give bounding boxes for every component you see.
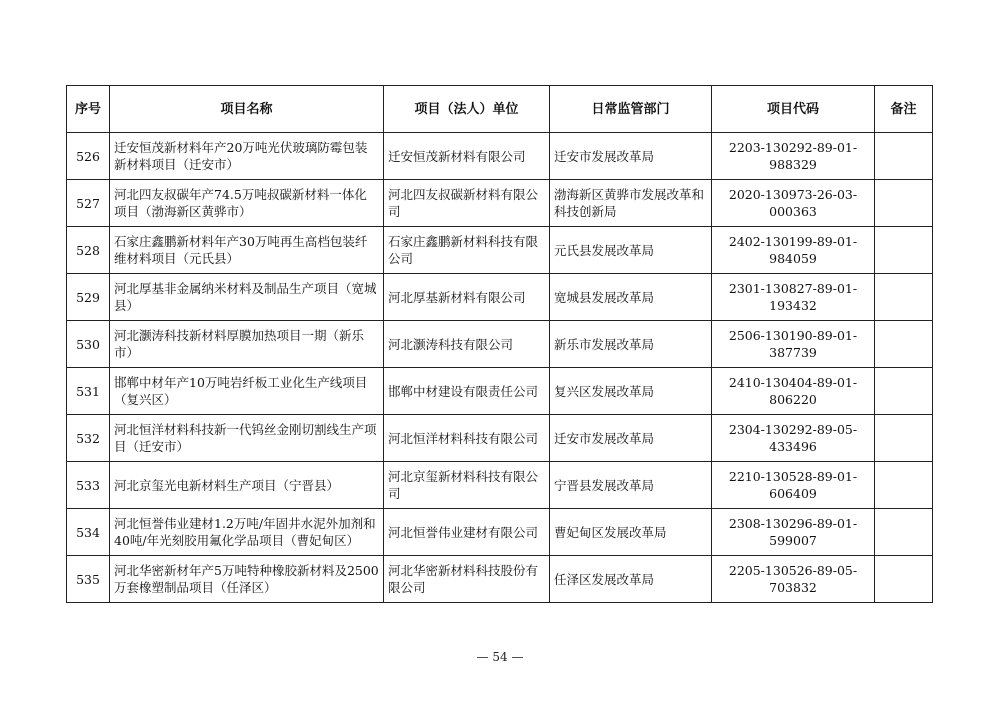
cell-project-unit: 河北京玺新材料科技有限公司 [384,462,550,509]
table-row [67,321,933,368]
header-project-name: 项目名称 [110,86,384,133]
cell-project-unit: 石家庄鑫鹏新材料科技有限公司 [384,227,550,274]
cell-project-name: 迁安恒茂新材料年产20万吨光伏玻璃防霉包装新材料项目（迁安市） [110,133,384,180]
cell-seq: 526 [67,133,110,180]
cell-project-name: 邯郸中材年产10万吨岩纤板工业化生产线项目（复兴区） [110,368,384,415]
cell-project-name: 河北四友叔碳年产74.5万吨叔碳新材料一体化项目（渤海新区黄骅市） [110,180,384,227]
cell-remark [875,274,933,321]
cell-remark [875,321,933,368]
cell-project-code: 2020-130973-26-03-000363 [712,180,875,227]
cell-remark [875,509,933,556]
cell-remark [875,462,933,509]
cell-supervision-dept: 迁安市发展改革局 [550,415,712,462]
cell-project-code: 2402-130199-89-01-984059 [712,227,875,274]
cell-remark [875,180,933,227]
cell-supervision-dept: 宽城县发展改革局 [550,274,712,321]
cell-supervision-dept: 新乐市发展改革局 [550,321,712,368]
cell-project-code: 2301-130827-89-01-193432 [712,274,875,321]
header-remark: 备注 [875,86,933,133]
table-row [67,368,933,415]
cell-project-unit: 邯郸中材建设有限责任公司 [384,368,550,415]
cell-supervision-dept: 迁安市发展改革局 [550,133,712,180]
cell-seq: 528 [67,227,110,274]
cell-project-unit: 河北恒誉伟业建材有限公司 [384,509,550,556]
cell-supervision-dept: 曹妃甸区发展改革局 [550,509,712,556]
cell-supervision-dept: 复兴区发展改革局 [550,368,712,415]
cell-project-unit: 河北灏涛科技有限公司 [384,321,550,368]
cell-project-unit: 河北四友叔碳新材料有限公司 [384,180,550,227]
cell-project-unit: 河北恒洋材料科技有限公司 [384,415,550,462]
cell-remark [875,368,933,415]
table-row [67,509,933,556]
cell-seq: 534 [67,509,110,556]
cell-project-unit: 迁安恒茂新材料有限公司 [384,133,550,180]
cell-project-name: 河北厚基非金属纳米材料及制品生产项目（宽城县） [110,274,384,321]
cell-remark [875,556,933,603]
header-seq: 序号 [67,86,110,133]
cell-supervision-dept: 渤海新区黄骅市发展改革和科技创新局 [550,180,712,227]
table-row [67,274,933,321]
cell-seq: 530 [67,321,110,368]
cell-project-code: 2410-130404-89-01-806220 [712,368,875,415]
table-row [67,133,933,180]
header-project-unit: 项目（法人）单位 [384,86,550,133]
cell-seq: 531 [67,368,110,415]
cell-supervision-dept: 任泽区发展改革局 [550,556,712,603]
table-row [67,180,933,227]
project-table [66,85,933,603]
cell-project-name: 河北恒洋材料科技新一代钨丝金刚切割线生产项目（迁安市） [110,415,384,462]
cell-project-name: 河北恒誉伟业建材1.2万吨/年固井水泥外加剂和40吨/年光刻胶用氟化学品项目（曹妃甸区） [110,509,384,556]
cell-remark [875,415,933,462]
cell-project-name: 河北华密新材年产5万吨特种橡胶新材料及2500万套橡塑制品项目（任泽区） [110,556,384,603]
cell-project-code: 2506-130190-89-01-387739 [712,321,875,368]
cell-seq: 529 [67,274,110,321]
table-row [67,462,933,509]
header-project-code: 项目代码 [712,86,875,133]
cell-project-name: 河北灏涛科技新材料厚膜加热项目一期（新乐市） [110,321,384,368]
cell-project-name: 河北京玺光电新材料生产项目（宁晋县） [110,462,384,509]
cell-project-code: 2203-130292-89-01-988329 [712,133,875,180]
cell-project-code: 2308-130296-89-01-599007 [712,509,875,556]
table-header-row [67,86,933,133]
cell-project-unit: 河北华密新材料科技股份有限公司 [384,556,550,603]
cell-supervision-dept: 元氏县发展改革局 [550,227,712,274]
cell-project-code: 2205-130526-89-05-703832 [712,556,875,603]
cell-seq: 527 [67,180,110,227]
page-number: — 54 — [476,650,524,664]
cell-remark [875,227,933,274]
cell-project-code: 2210-130528-89-01-606409 [712,462,875,509]
cell-seq: 532 [67,415,110,462]
table-row [67,227,933,274]
cell-project-unit: 河北厚基新材料有限公司 [384,274,550,321]
cell-seq: 535 [67,556,110,603]
cell-seq: 533 [67,462,110,509]
header-supervision-dept: 日常监管部门 [550,86,712,133]
cell-supervision-dept: 宁晋县发展改革局 [550,462,712,509]
cell-remark [875,133,933,180]
table-row [67,415,933,462]
table-row [67,556,933,603]
cell-project-code: 2304-130292-89-05-433496 [712,415,875,462]
cell-project-name: 石家庄鑫鹏新材料年产30万吨再生高档包装纤维材料项目（元氏县） [110,227,384,274]
